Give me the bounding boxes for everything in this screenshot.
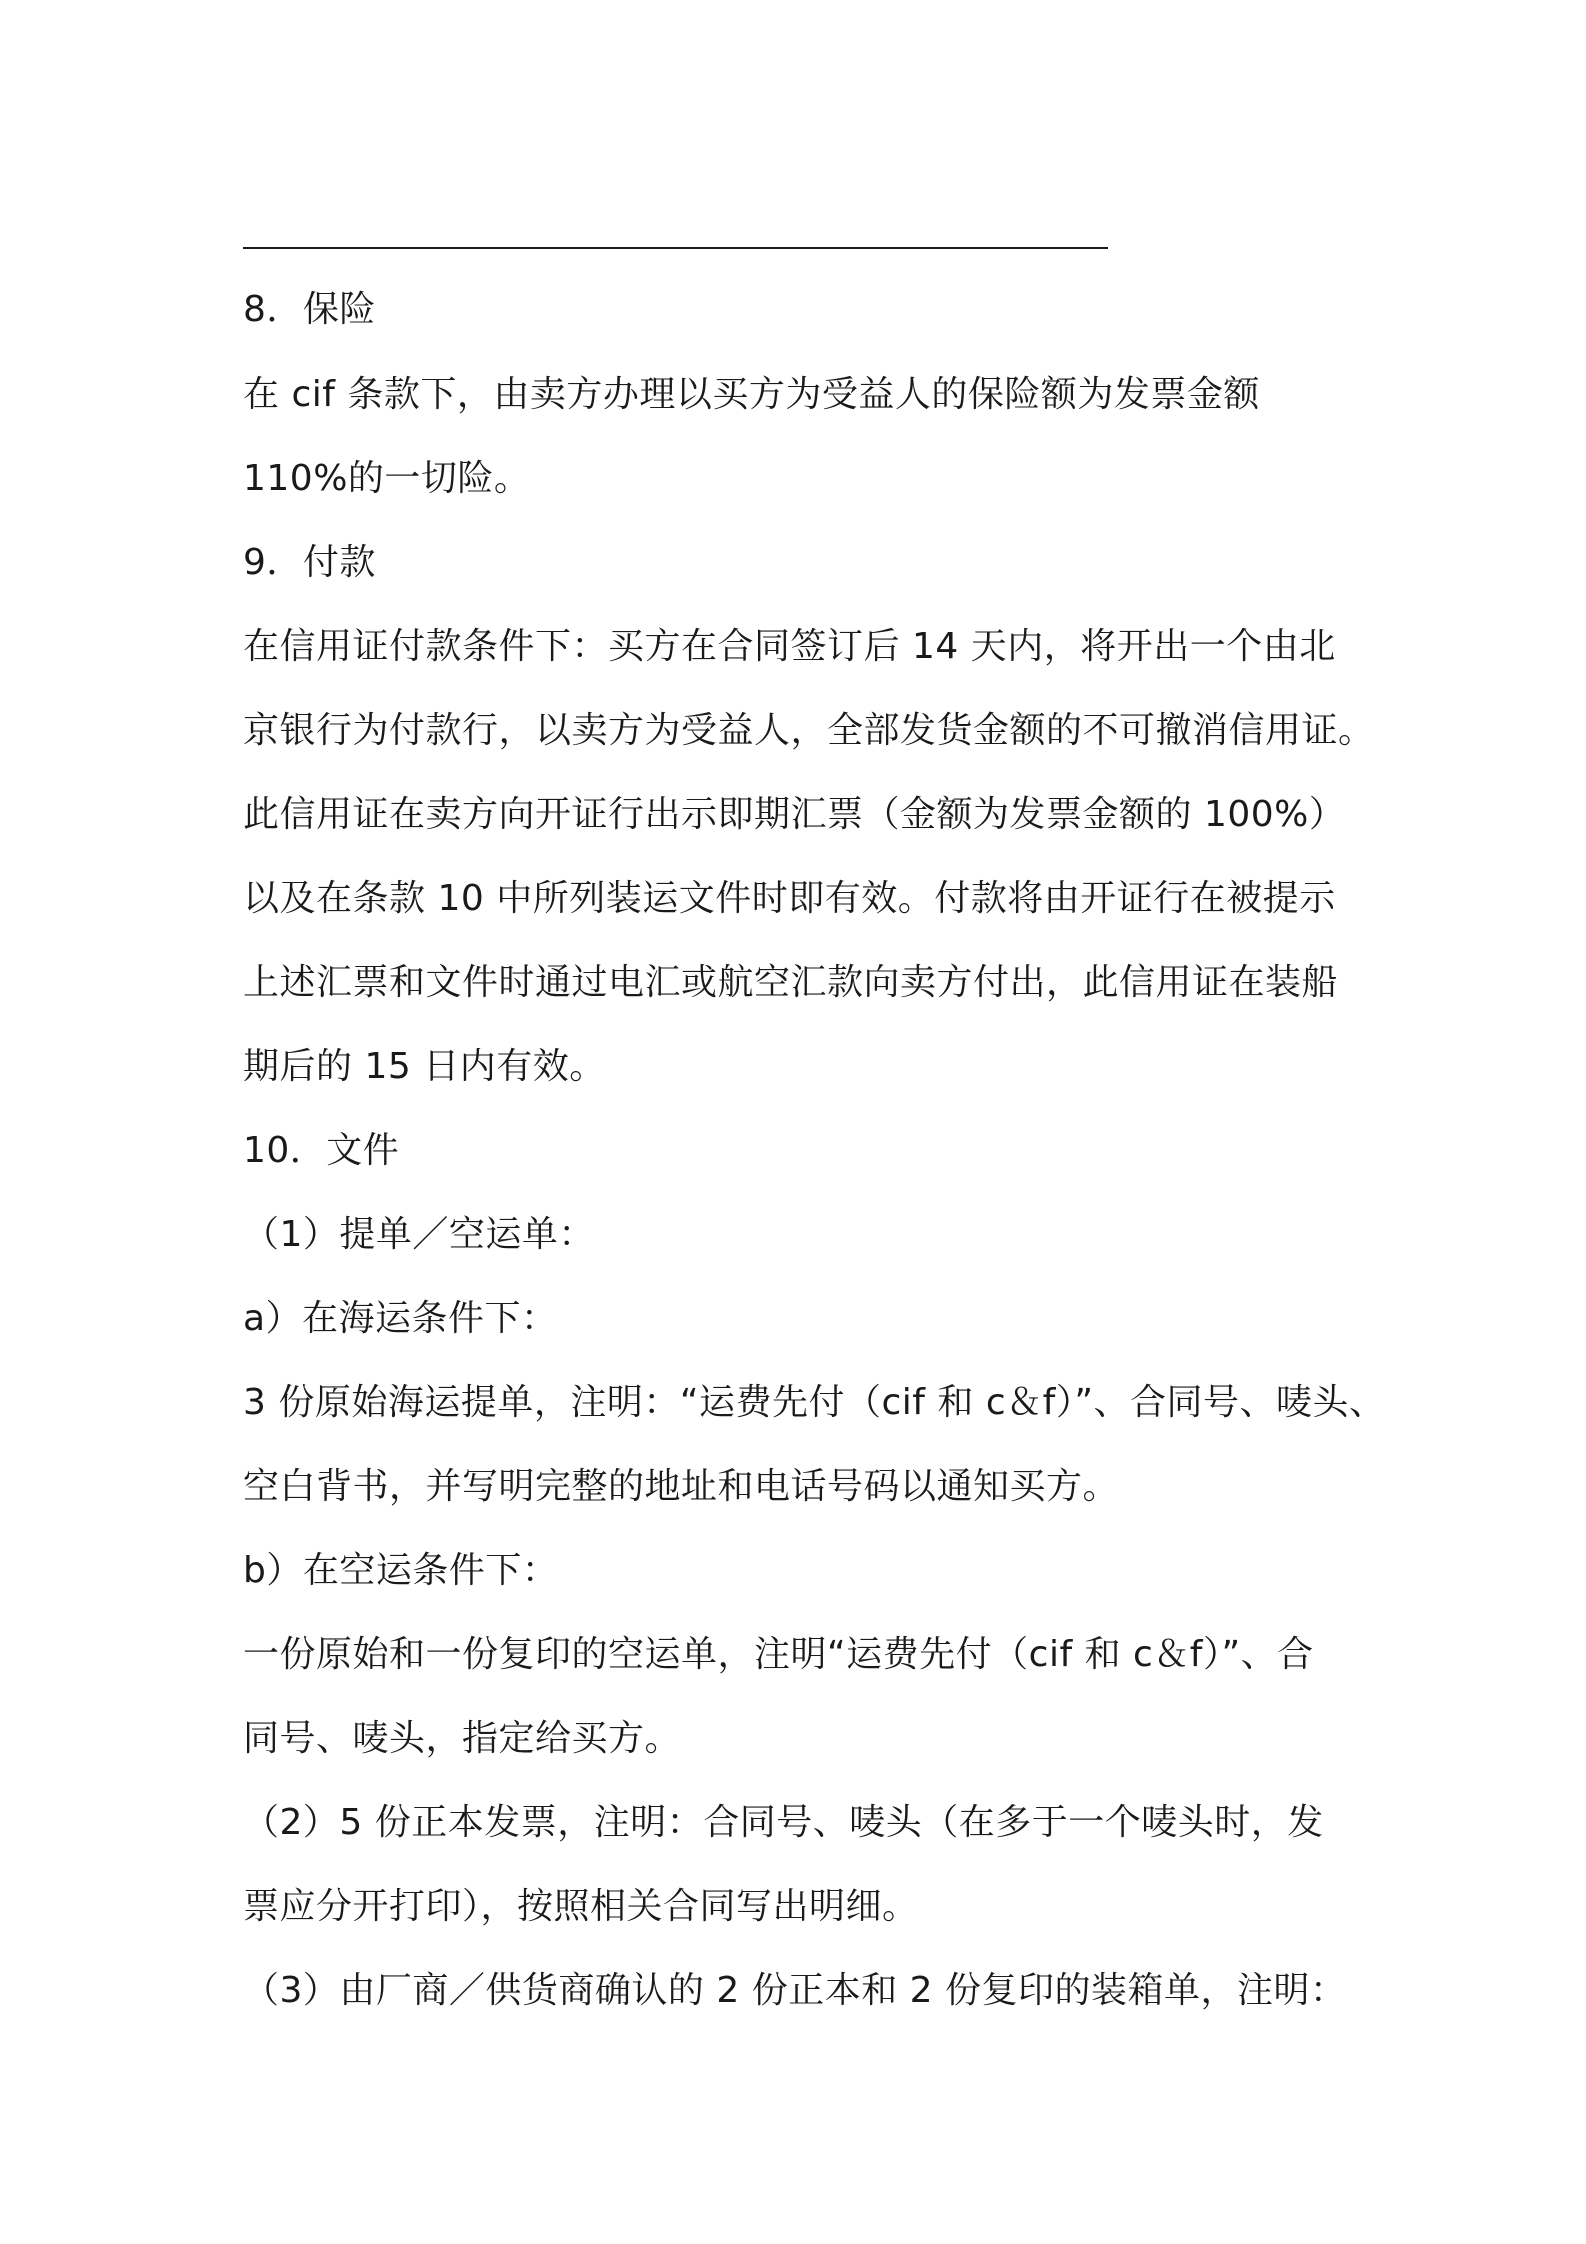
list-item: （1）提单／空运单： [243,1214,595,1255]
sub-list-item: a）在海运条件下： [243,1298,558,1339]
paragraph-line: 3 份原始海运提单，注明：“运费先付（cif 和 c＆f）”、合同号、唛头、 [243,1382,1386,1423]
paragraph-line: 上述汇票和文件时通过电汇或航空汇款向卖方付出，此信用证在装船 [243,962,1339,1003]
paragraph-line: 期后的 15 日内有效。 [243,1046,606,1087]
paragraph-line: 以及在条款 10 中所列装运文件时即有效。付款将由开证行在被提示 [243,878,1336,919]
paragraph-line: 空白背书，并写明完整的地址和电话号码以通知买方。 [243,1466,1120,1507]
heading-documents: 10．文件 [243,1130,400,1171]
paragraph-line: 在信用证付款条件下：买方在合同签订后 14 天内，将开出一个由北 [243,626,1336,667]
paragraph-line: 在 cif 条款下，由卖方办理以买方为受益人的保险额为发票金额 [243,374,1260,415]
heading-payment: 9．付款 [243,542,376,583]
heading-insurance: 8．保险 [243,289,376,330]
sub-list-item: b）在空运条件下： [243,1550,559,1591]
paragraph-line: 票应分开打印），按照相关合同写出明细。 [243,1886,919,1927]
list-item: （3）由厂商／供货商确认的 2 份正本和 2 份复印的装箱单，注明： [243,1970,1347,2011]
paragraph-line: 此信用证在卖方向开证行出示即期汇票（金额为发票金额的 100%） [243,794,1346,835]
paragraph-line: 一份原始和一份复印的空运单，注明“运费先付（cif 和 c＆f）”、合 [243,1634,1314,1675]
list-item: （2）5 份正本发票，注明：合同号、唛头（在多于一个唛头时，发 [243,1802,1324,1843]
paragraph-line: 同号、唛头，指定给买方。 [243,1718,682,1759]
horizontal-rule [243,247,1108,249]
paragraph-line: 京银行为付款行，以卖方为受益人，全部发货金额的不可撤消信用证。 [243,710,1375,751]
paragraph-line: 110%的一切险。 [243,458,531,499]
